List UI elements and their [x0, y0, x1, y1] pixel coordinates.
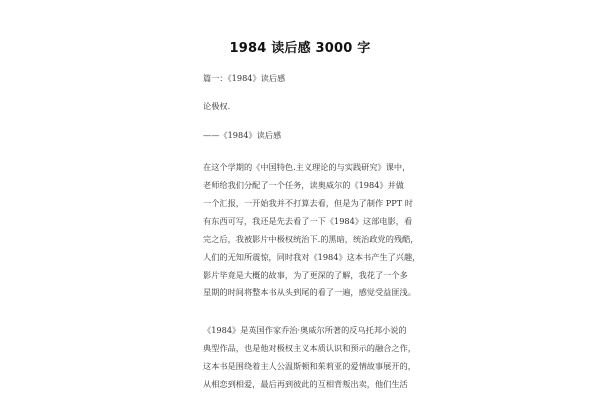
paragraph-line: 有东西可写，我还是先去看了一下《1984》这部电影，看 [203, 216, 413, 226]
paragraph-line: 在这个学期的《中国特色.主义理论的与实践研究》课中， [203, 162, 411, 172]
paragraph-line: 典型作品，也是他对极权主义本质认识和预示的融合之作， [203, 343, 416, 353]
essay-subtitle: ——《1984》读后感 [203, 130, 282, 140]
paragraph-line: 《1984》是英国作家乔治·奥威尔所著的反乌托邦小说的 [203, 325, 407, 335]
document-title: 1984 读后感 3000 字 [229, 41, 371, 56]
paragraph-line: 影片毕竟是大概的故事，为了更深的了解，我花了一个多 [203, 270, 408, 280]
paragraph-line: 这本书是围绕着主人公温斯顿和茱莉亚的爱情故事展开的， [203, 361, 416, 371]
essay-title: 论极权. [203, 101, 231, 111]
paragraph-line: 老师给我们分配了一个任务，读奥威尔的《1984》并做 [203, 180, 404, 190]
section-heading: 篇一：《1984》读后感 [203, 73, 286, 83]
paragraph-line: 星期的时间将整本书从头到尾的看了一遍，感觉受益匪浅。 [203, 287, 416, 297]
paragraph-line: 人们的无知所震惊，同时我对《1984》这本书产生了兴趣， [203, 252, 421, 262]
paragraph-line: 从相恋到相爱，最后再到彼此的互相背叛出卖，他们生活 [203, 379, 408, 389]
paragraph-line: 完之后，我被影片中极权统治下.的黑暗，统治政党的残酷， [203, 234, 419, 244]
paragraph-line: 一个汇报，一开始我并不打算去看，但是为了制作 PPT 时 [203, 198, 413, 208]
